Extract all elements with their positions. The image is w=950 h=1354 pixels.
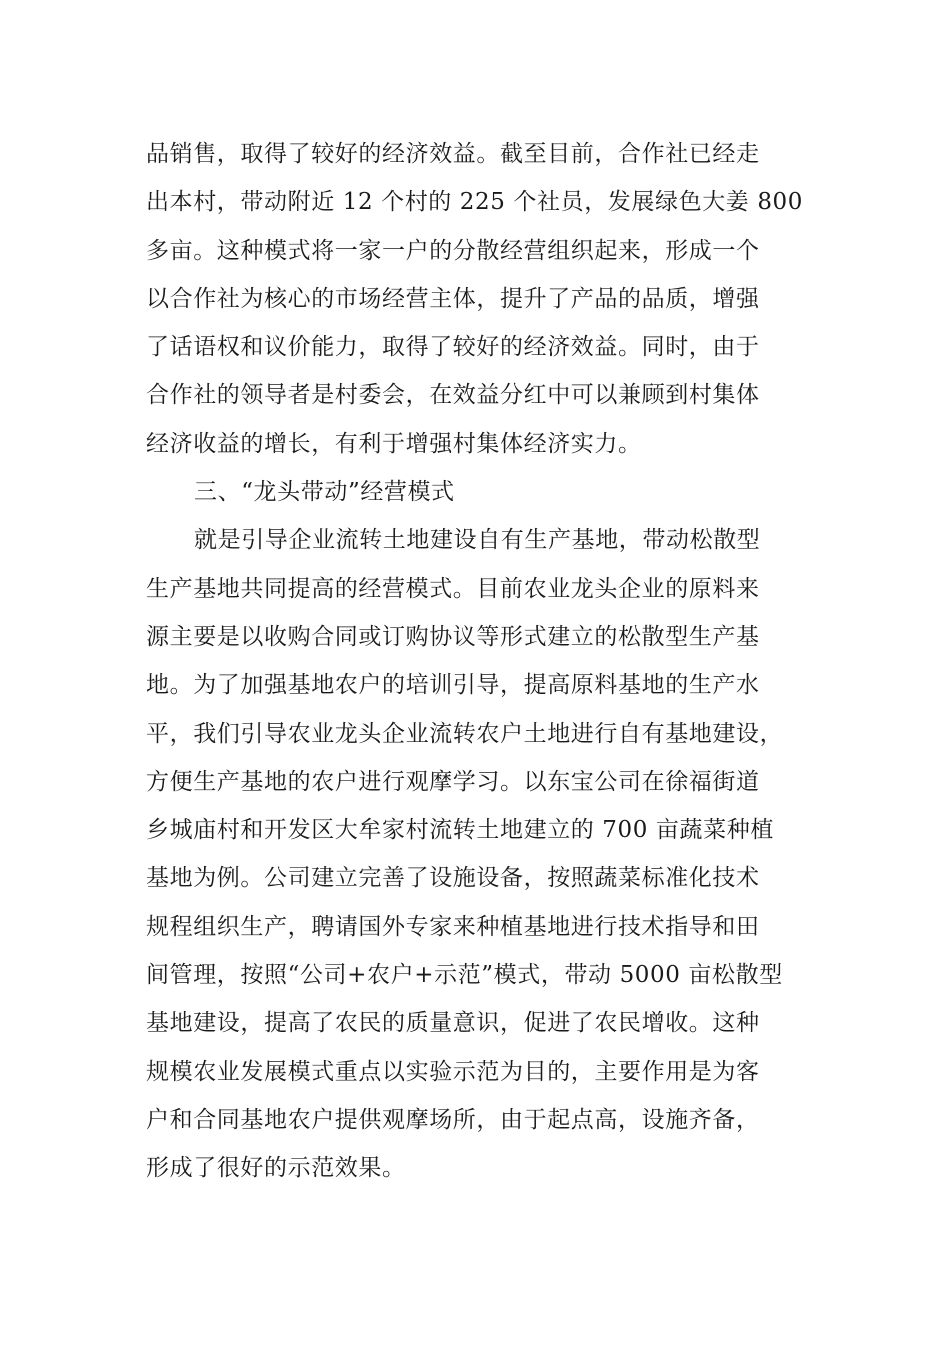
paragraph-line: 基地为例。公司建立完善了设施设备，按照蔬菜标准化技术	[146, 865, 760, 892]
paragraph-line: 方便生产基地的农户进行观摩学习。以东宝公司在徐福街道	[146, 768, 760, 795]
paragraph-line: 规模农业发展模式重点以实验示范为目的，主要作用是为客	[146, 1058, 760, 1085]
paragraph-line: 经济收益的增长，有利于增强村集体经济实力。	[146, 430, 642, 457]
paragraph-line: 基地建设，提高了农民的质量意识，促进了农民增收。这种	[146, 1010, 760, 1037]
paragraph-line: 间管理，按照“公司+农户+示范”模式，带动 5000 亩松散型	[146, 962, 783, 989]
paragraph-line: 乡城庙村和开发区大牟家村流转土地建立的 700 亩蔬菜种植	[146, 817, 774, 844]
paragraph-line: 生产基地共同提高的经营模式。目前农业龙头企业的原料来	[146, 575, 760, 602]
paragraph-line: 户和合同基地农户提供观摩场所，由于起点高，设施齐备，	[146, 1106, 760, 1133]
paragraph-line: 多亩。这种模式将一家一户的分散经营组织起来，形成一个	[146, 237, 760, 264]
paragraph-line: 以合作社为核心的市场经营主体，提升了产品的品质，增强	[146, 285, 760, 312]
paragraph-line: 形成了很好的示范效果。	[146, 1155, 406, 1182]
paragraph-line: 出本村，带动附近 12 个村的 225 个社员，发展绿色大姜 800	[146, 189, 804, 216]
paragraph-line: 规程组织生产，聘请国外专家来种植基地进行技术指导和田	[146, 913, 760, 940]
paragraph-line: 就是引导企业流转土地建设自有生产基地，带动松散型	[194, 527, 761, 554]
paragraph-line: 合作社的领导者是村委会，在效益分红中可以兼顾到村集体	[146, 382, 760, 409]
section-heading: 三、“龙头带动”经营模式	[194, 479, 455, 506]
paragraph-line: 品销售，取得了较好的经济效益。截至目前，合作社已经走	[146, 141, 760, 167]
paragraph-line: 源主要是以收购合同或订购协议等形式建立的松散型生产基	[146, 623, 760, 650]
paragraph-line: 地。为了加强基地农户的培训引导，提高原料基地的生产水	[146, 672, 760, 699]
paragraph-line: 平，我们引导农业龙头企业流转农户土地进行自有基地建设，	[146, 720, 784, 747]
paragraph-line: 了话语权和议价能力，取得了较好的经济效益。同时，由于	[146, 334, 760, 361]
document-body	[146, 130, 822, 1193]
